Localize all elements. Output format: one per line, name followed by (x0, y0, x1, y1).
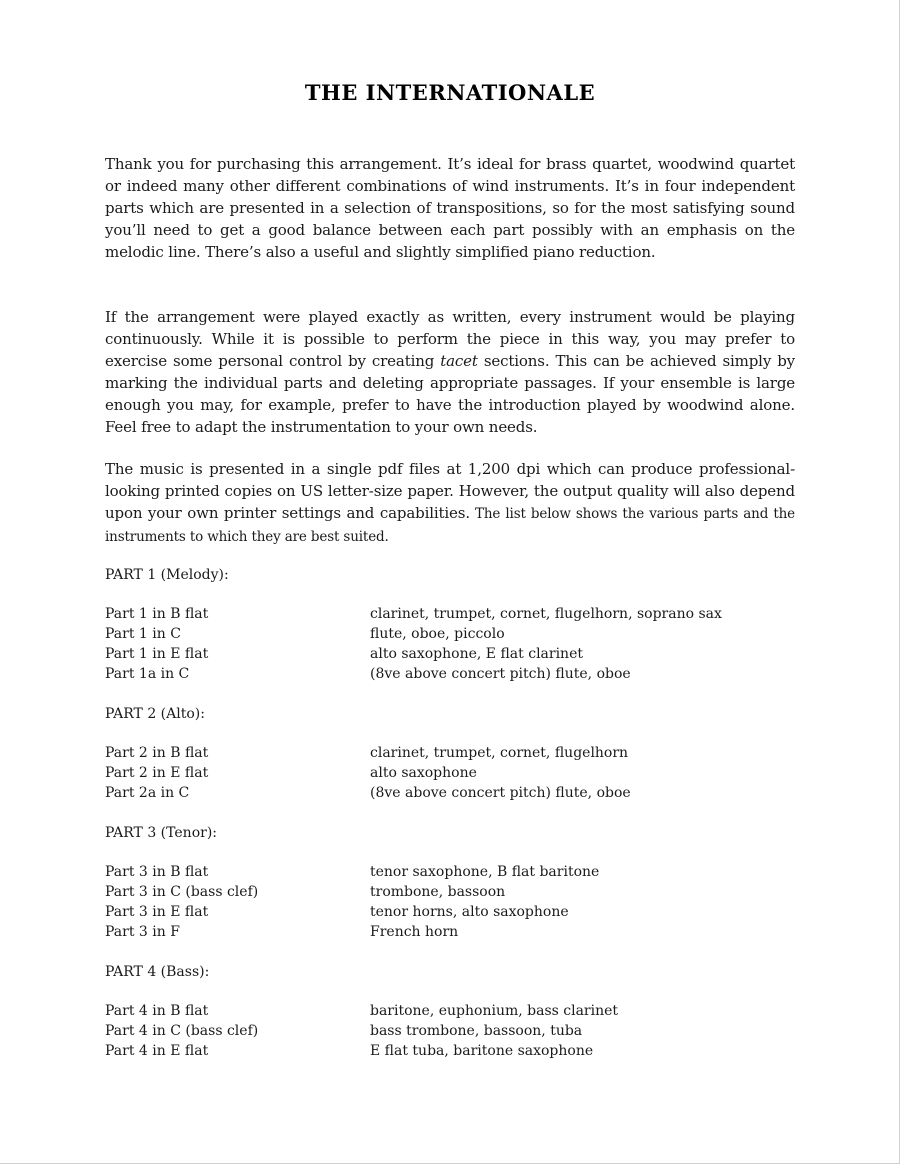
performance-text-end: sections. This can be achieved simply by marking the individual parts and deleting appropriate passages. If your ensemble is large enough you may, for example, prefer to have the introduction played by woodwind alone. Feel free to adapt the instrumentation to your own needs. (105, 352, 795, 436)
part-name: Part 1 in E flat (105, 646, 209, 662)
page-title: THE INTERNATIONALE (304, 80, 596, 105)
part-row (105, 1041, 805, 1061)
performance-text-start: If the arrangement were played exactly as written, every instrument would be playing continuously. While it is possible to perform the piece in this way, you may prefer to exercise some personal control by creating (105, 308, 795, 370)
part-instruments: alto saxophone (370, 765, 477, 781)
part-instruments: alto saxophone, E flat clarinet (370, 646, 583, 662)
part-section (105, 704, 805, 803)
performance-paragraph (105, 306, 795, 438)
part-section-heading: PART 4 (Bass): (105, 964, 210, 980)
part-row (105, 1021, 805, 1041)
part-name: Part 3 in F (105, 924, 180, 940)
part-instruments: French horn (370, 924, 459, 940)
parts-list-intro: The list below shows the various parts and the instruments to which they are best suited. (105, 506, 795, 545)
part-section (105, 962, 805, 1061)
part-instruments: clarinet, trumpet, cornet, flugelhorn (370, 745, 629, 761)
part-section-heading: PART 3 (Tenor): (105, 825, 217, 841)
part-row (105, 743, 805, 763)
part-name: Part 2 in B flat (105, 745, 209, 761)
part-name: Part 4 in E flat (105, 1043, 209, 1059)
part-row (105, 922, 805, 942)
part-instruments: (8ve above concert pitch) flute, oboe (370, 666, 631, 682)
part-name: Part 4 in B flat (105, 1003, 209, 1019)
part-row (105, 783, 805, 803)
part-row (105, 763, 805, 783)
part-list (105, 604, 805, 684)
part-list (105, 862, 805, 942)
part-name: Part 1 in B flat (105, 606, 209, 622)
part-row (105, 664, 805, 684)
part-section (105, 823, 805, 942)
printing-text: The music is presented in a single pdf files at 1,200 dpi which can produce professional-looking printed copies on US letter-size paper. However, the output quality will also depend upon your own printer settings and capabilities. (105, 460, 795, 522)
part-row (105, 604, 805, 624)
part-list (105, 1001, 805, 1061)
part-row (105, 882, 805, 902)
part-section-heading: PART 2 (Alto): (105, 706, 205, 722)
part-section-heading: PART 1 (Melody): (105, 567, 229, 583)
part-instruments: clarinet, trumpet, cornet, flugelhorn, soprano sax (370, 606, 722, 622)
part-name: Part 1 in C (105, 626, 181, 642)
part-instruments: E flat tuba, baritone saxophone (370, 1043, 594, 1059)
part-row (105, 624, 805, 644)
part-instruments: tenor saxophone, B flat baritone (370, 864, 600, 880)
part-instruments: baritone, euphonium, bass clarinet (370, 1003, 619, 1019)
part-name: Part 1a in C (105, 666, 190, 682)
part-name: Part 2a in C (105, 785, 190, 801)
part-row (105, 1001, 805, 1021)
part-instruments: trombone, bassoon (370, 884, 506, 900)
part-row (105, 862, 805, 882)
part-instruments: bass trombone, bassoon, tuba (370, 1023, 583, 1039)
part-row (105, 644, 805, 664)
part-section (105, 565, 805, 684)
part-name: Part 3 in E flat (105, 904, 209, 920)
part-name: Part 3 in C (bass clef) (105, 884, 259, 900)
part-instruments: flute, oboe, piccolo (370, 626, 505, 642)
part-list (105, 743, 805, 803)
part-instruments: tenor horns, alto saxophone (370, 904, 569, 920)
part-instruments: (8ve above concert pitch) flute, oboe (370, 785, 631, 801)
tacet-term: tacet (440, 352, 478, 370)
part-row (105, 902, 805, 922)
intro-paragraph: Thank you for purchasing this arrangement. It’s ideal for brass quartet, woodwind quartet or indeed many other different combinations of wind instruments. It’s in four independent parts which are presented in a selection of transpositions, so for the most satisfying sound you’ll need to get a good balance between each part possibly with an emphasis on the melodic line. There’s also a useful and slightly simplified piano reduction. (105, 155, 795, 261)
part-name: Part 3 in B flat (105, 864, 209, 880)
part-name: Part 4 in C (bass clef) (105, 1023, 259, 1039)
part-name: Part 2 in E flat (105, 765, 209, 781)
printing-paragraph (105, 458, 795, 548)
